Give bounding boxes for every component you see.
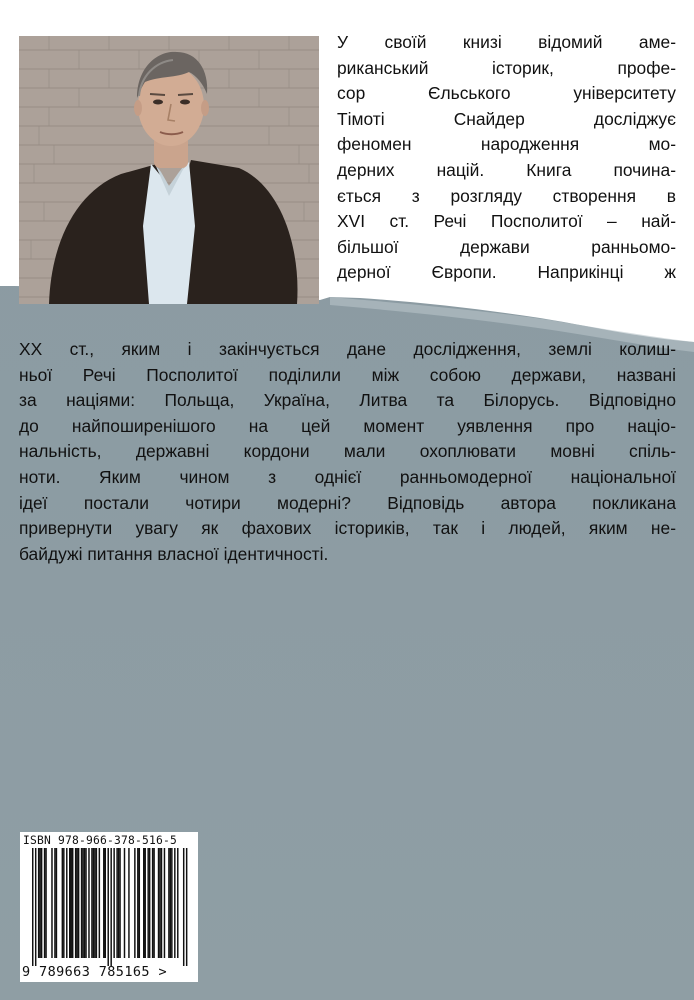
barcode-bar xyxy=(93,848,94,958)
barcode-bar xyxy=(107,848,108,966)
description-line: ідеї постали чотири модерні? Відповідь автора покликана xyxy=(19,492,676,513)
description-line: ньої Речі Посполитої поділили між собою держави, названі xyxy=(19,364,676,385)
barcode-bar xyxy=(159,848,160,958)
barcode-bar xyxy=(119,848,120,958)
barcode-bar xyxy=(171,848,172,958)
barcode-bar xyxy=(177,848,178,958)
description-line: дерних націй. Книга почина- xyxy=(337,159,676,180)
description-line: ється з розгляду створення в xyxy=(337,185,676,206)
barcode-bar xyxy=(85,848,86,958)
barcode-bar xyxy=(113,848,114,958)
description-line: XVI ст. Речі Посполитої – най- xyxy=(337,211,676,232)
barcode-bar xyxy=(124,848,125,958)
barcode-bar xyxy=(174,848,175,958)
barcode-bar xyxy=(96,848,97,958)
barcode-bar xyxy=(99,848,100,958)
barcode-bar xyxy=(32,848,33,966)
barcode-bar xyxy=(35,848,36,966)
barcode-bar xyxy=(168,848,169,958)
barcode-bar xyxy=(41,848,42,958)
barcode-bar xyxy=(94,848,95,958)
description-line: до найпоширенішого на цей момент уявлення про націо- xyxy=(19,415,676,436)
barcode-bar xyxy=(81,848,82,958)
description-line: сор Єльського університету xyxy=(337,83,676,104)
barcode-bar xyxy=(147,848,148,958)
barcode-bar xyxy=(76,848,77,958)
barcode-bar xyxy=(110,848,111,966)
description-full-width xyxy=(19,337,676,567)
barcode-bar xyxy=(103,848,104,958)
barcode-bar xyxy=(54,848,55,958)
author-photo xyxy=(19,36,319,304)
description-right-column xyxy=(337,30,676,286)
barcode-bar xyxy=(91,848,92,958)
description-line: У своїй книзі відомий аме- xyxy=(337,32,676,52)
barcode-bar xyxy=(66,848,67,958)
barcode-bar xyxy=(51,848,52,958)
barcode-bar xyxy=(134,848,135,958)
barcode-bar xyxy=(56,848,57,958)
description-line: нальність, державні кордони мали охоплювати мовні спіль- xyxy=(19,441,676,462)
barcode-bar xyxy=(105,848,106,958)
barcode-bar xyxy=(153,848,154,958)
barcode-bar xyxy=(45,848,46,958)
barcode-bar xyxy=(62,848,63,958)
barcode-bar xyxy=(161,848,162,958)
description-line: риканський історик, профе- xyxy=(337,57,676,78)
ean-number: 9 789663 785165 > xyxy=(22,964,167,980)
barcode-bar xyxy=(88,848,89,958)
barcode-bar xyxy=(84,848,85,958)
description-line: ноти. Яким чином з однієї ранньомодерної національної xyxy=(19,466,676,487)
barcode-bar xyxy=(38,848,39,958)
barcode-bar xyxy=(137,848,138,958)
barcode-bar xyxy=(82,848,83,958)
barcode-bar xyxy=(78,848,79,958)
description-line: привернути увагу як фахових істориків, так і людей, яким не- xyxy=(19,518,676,539)
barcode-bar xyxy=(128,848,129,958)
barcode-bar xyxy=(164,848,165,958)
barcode-bar xyxy=(72,848,73,958)
barcode-bar xyxy=(170,848,171,958)
barcode-bar xyxy=(152,848,153,958)
barcode-bar xyxy=(63,848,64,958)
description-line: більшої держави ранньомо- xyxy=(337,236,676,257)
barcode-bar xyxy=(139,848,140,958)
barcode-bar xyxy=(70,848,71,958)
barcode-bar xyxy=(144,848,145,958)
barcode-bar xyxy=(186,848,187,966)
isbn-barcode xyxy=(20,832,198,982)
barcode-bar xyxy=(69,848,70,958)
barcode-bar xyxy=(116,848,117,958)
description-line: за націями: Польща, Україна, Литва та Білорусь. Відповідно xyxy=(19,390,676,411)
barcode-bar xyxy=(183,848,184,966)
isbn-number: ISBN 978-966-378-516-5 xyxy=(23,834,178,847)
description-line: байдужі питання власної ідентичності. xyxy=(19,543,329,564)
barcode-bar xyxy=(118,848,119,958)
barcode-bar xyxy=(75,848,76,958)
description-line: феномен народження мо- xyxy=(337,134,676,155)
author-portrait-image xyxy=(19,36,319,304)
description-line: Тімоті Снайдер досліджує xyxy=(337,108,676,129)
barcode-bar xyxy=(44,848,45,958)
description-line: XX ст., яким і закінчується дане дослідження, землі колиш- xyxy=(19,339,676,359)
barcode-bar xyxy=(149,848,150,958)
barcode-bar xyxy=(39,848,40,958)
barcode-bar xyxy=(158,848,159,958)
description-line: дерної Європи. Наприкінці ж xyxy=(337,262,676,283)
barcode-bars xyxy=(32,848,190,966)
barcode-bar xyxy=(143,848,144,958)
